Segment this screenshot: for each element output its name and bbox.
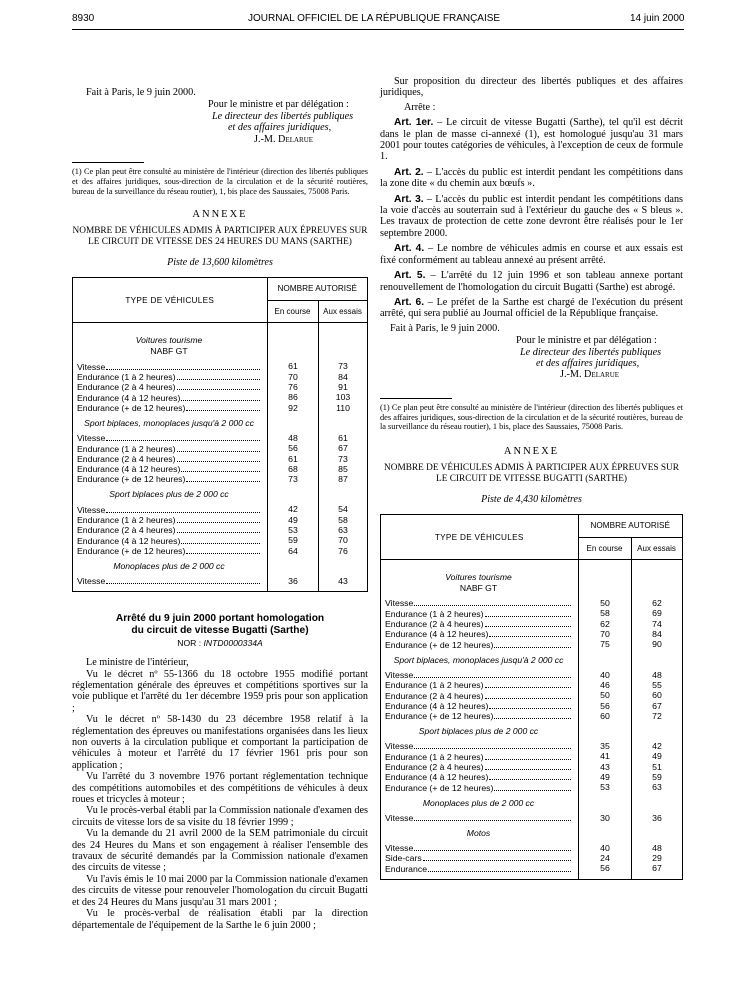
dot-leader [186,410,260,411]
aux-essais-value: 103 [335,392,351,403]
articles [380,117,683,320]
course-column [267,323,318,591]
article-label: Art. 3. [394,193,424,205]
header-rule [72,29,684,30]
aux-essais-value: 55 [652,679,662,690]
en-course-value: 40 [600,842,610,853]
en-course-value: 70 [288,371,298,382]
group-title: Sport biplaces, monoplaces jusqu'à 2 000 cc [393,654,564,665]
aux-essais-value: 69 [652,608,662,619]
table-row [77,474,261,484]
aux-essais-value: 42 [652,741,662,752]
row-label: Vitesse [385,812,414,823]
page-header [0,0,748,30]
nor-label: NOR : [177,638,202,649]
en-course-value: 53 [600,782,610,793]
aux-essais-value: 48 [652,669,662,680]
table-row [385,772,572,782]
dot-leader [181,400,260,401]
dot-leader [106,369,260,370]
dot-leader [494,647,571,648]
subheaders [268,301,368,322]
group-title: Sport biplaces plus de 2 000 cc [418,726,539,737]
proposition: Sur proposition du directeur des libertés publiques et des affaires juridiques, [380,76,683,99]
aux-essais-value: 62 [652,598,662,609]
visa-paragraph: Vu le décret nº 58-1430 du 23 décembre 1958 relatif à la réglementation des épreuves ou manifestations organisées dans les lieux non ouverts à la circulation publique et comportant la participation de véhicules à moteur et l'arrêté du 17 février 1961 pris pour son application ; [72,714,368,771]
aux-essais-value: 61 [338,432,348,443]
row-label: Vitesse [385,598,414,609]
aux-essais-value: 54 [338,504,348,515]
table-row [77,525,261,535]
en-course-header: En course [579,538,632,559]
fait-a-paris-right: Fait à Paris, le 9 juin 2000. [390,322,500,334]
dot-leader [485,698,571,699]
footnote-rule [72,162,144,163]
dot-leader [485,616,571,617]
table-row [385,701,572,711]
dot-leader [177,461,260,462]
row-label: Endurance (4 à 12 heures) [77,392,181,403]
group-title: Monoplaces plus de 2 000 cc [422,797,535,808]
footnote: (1) Ce plan peut être consulté au ministère de l'intérieur (direction des libertés publiques et des affaires juridiques, sous-direction de la circulation et de la sécurité routières, bureau de la surveillance du réseau routier), 1, bis place des Saussaies, 75008 Paris. [72,167,368,196]
table-row [77,515,261,525]
aux-essais-header: Aux essais [637,544,676,554]
article-label: Art. 4. [394,243,425,255]
nombre-autorise-label: NOMBRE AUTORISÉ [579,515,683,538]
table-row [77,546,261,556]
dot-leader [414,748,571,749]
dot-leader [485,769,571,770]
article-label: Art. 1er. [394,117,434,129]
article-paragraph [380,243,683,266]
row-label: Vitesse [77,504,106,515]
aux-essais-value: 67 [652,863,662,874]
nor-code: INTD0000334A [203,638,263,649]
row-label: Vitesse [77,576,106,587]
group-subtitle: NABF GT [150,346,188,357]
col-nombre-header [267,278,368,322]
row-label: Endurance (4 à 12 heures) [77,535,181,546]
table-row [385,782,572,792]
visa-paragraph: Vu le procès-verbal de réalisation établi par la direction départementale de l'équipement de la Sarthe le 6 juin 2000 ; [72,908,368,931]
signature: J.-M. Delarue [254,133,314,145]
visa-paragraph: Vu l'avis émis le 10 mai 2000 par la Commission nationale d'examen des circuits de vitesse pour renouveler l'homologation du circuit Bugatti et des 24 Heures du Mans jusqu'au 31 mars 2001 ; [72,873,368,908]
arrete-title-line-1: Arrêté du 9 juin 2000 portant homologation [115,613,325,625]
dot-leader [177,451,260,452]
aux-essais-value: 36 [652,812,662,823]
table-row [77,504,261,514]
table-row [77,433,261,443]
vehicle-table-left [72,277,368,592]
dot-leader [106,512,260,513]
dot-leader [177,522,260,523]
col-type-header: TYPE DE VÉHICULES [125,295,215,305]
en-course-value: 86 [288,392,298,403]
article-paragraph [380,194,683,240]
row-label: Endurance (1 à 2 heures) [385,680,484,691]
article-text: – L'arrêté du 12 juin 1996 et son tableau annexe portant renouvellement de l'homologation du circuit Bugatti (Sarthe) est abrogé. [380,270,683,293]
group-title: Sport biplaces, monoplaces jusqu'à 2 000 cc [84,417,254,428]
group-title: Voitures tourisme [135,335,203,346]
dot-leader [177,389,260,390]
aux-essais-value: 91 [338,382,348,393]
row-label: Endurance (2 à 4 heures) [385,762,484,772]
dot-leader [186,553,260,554]
article-text: – Le nombre de véhicules admis en course et aux essais est fixé conformément au tableau annexé au présent arrêté. [380,243,683,266]
en-course-value: 50 [600,598,610,609]
signature-right: J.-M. Delarue [560,369,620,381]
en-course-value: 75 [600,639,610,650]
annexe-subtitle-right: NOMBRE DE VÉHICULES ADMIS À PARTICIPER AUX ÉPREUVES SUR LE CIRCUIT DE VITESSE BUGATTI (SARTHE) [384,463,679,485]
table-row [77,443,261,453]
en-course-value: 50 [600,690,610,701]
essais-column [631,560,682,879]
en-course-value: 48 [288,432,298,443]
article-paragraph [380,117,683,163]
vehicle-table-right [380,514,683,880]
row-label: Endurance (4 à 12 heures) [385,629,489,640]
essais-column [318,323,367,591]
footnote-right: (1) Ce plan peut être consulté au ministère de l'intérieur (direction des libertés publiques et des affaires juridiques, sous-direction de la circulation et de la sécurité routières, bureau de la surveillance du réseau routier), 1 bis, place des Saussaies, 75008 Paris. [380,402,683,432]
row-label: Endurance (4 à 12 heures) [77,464,181,475]
table-row [385,813,572,823]
en-course-header: En course [268,301,319,322]
col-type-header: TYPE DE VÉHICULES [434,532,524,542]
aux-essais-value: 72 [652,710,662,721]
table-row [385,680,572,690]
table-row [385,762,572,772]
table-row [77,464,261,474]
row-label: Endurance (1 à 2 heures) [77,443,176,454]
group-title: Monoplaces plus de 2 000 cc [113,560,225,571]
subheaders [579,538,683,559]
group-title: Sport biplaces plus de 2 000 cc [109,489,229,500]
visa-paragraph: Vu la demande du 21 avril 2000 de la SEM patrimoniale du circuit des 24 Heures du Mans et son engagement à réaliser l'ensemble des travaux de sécurité demandés par la Commission nationale d'examen des circuits de vitesse ; [72,828,368,874]
table-row [77,372,261,382]
row-label: Endurance (2 à 4 heures) [77,525,176,536]
dot-leader [106,440,260,441]
en-course-value: 56 [600,700,610,711]
aux-essais-value: 74 [652,618,662,629]
en-course-value: 35 [600,741,610,752]
en-course-value: 56 [600,863,610,874]
aux-essais-value: 85 [338,463,348,474]
table-row [385,670,572,680]
aux-essais-value: 67 [652,700,662,711]
annexe-title: ANNEXE [192,209,248,221]
table-row [385,711,572,721]
table-row [77,454,261,464]
visa-paragraphs [72,657,368,931]
aux-essais-value: 73 [338,361,348,372]
row-label: Endurance (4 à 12 heures) [385,700,489,711]
table-row [385,741,572,751]
directeur-line-1: Le directeur des libertés publiques [212,110,354,122]
table-row [385,598,572,608]
en-course-value: 40 [600,669,610,680]
dot-leader [414,820,571,821]
aux-essais-value: 84 [652,629,662,640]
dot-leader [177,379,260,380]
en-course-value: 56 [288,443,298,454]
annexe-title-right: ANNEXE [503,446,560,458]
right-column [380,76,683,880]
aux-essais-value: 49 [652,751,662,762]
en-course-value: 36 [288,575,298,586]
row-label: Vitesse [77,433,106,444]
row-label: Endurance (4 à 12 heures) [385,772,489,783]
nombre-autorise-label: NOMBRE AUTORISÉ [268,278,368,301]
en-course-value: 43 [600,761,610,772]
annexe-subtitle: NOMBRE DE VÉHICULES ADMIS À PARTICIPER AUX ÉPREUVES SUR LE CIRCUIT DE VITESSE DES 24 HEURES DU MANS (SARTHE) [72,226,368,248]
en-course-value: 76 [288,382,298,393]
table-row [77,535,261,545]
row-label: Side-cars [385,853,422,864]
article-label: Art. 6. [394,296,425,308]
row-label: Vitesse [385,669,414,680]
article-paragraph [380,167,683,190]
row-label: Endurance [385,863,428,874]
dot-leader [489,636,571,637]
row-label: Endurance (2 à 4 heures) [77,453,176,464]
aux-essais-value: 43 [338,575,348,586]
visa-paragraph: Le ministre de l'intérieur, [86,657,189,669]
table-row [385,751,572,761]
table-row [385,853,572,863]
group-title: Voitures tourisme [445,572,512,583]
en-course-value: 60 [600,710,610,721]
dot-leader [414,605,571,606]
dot-leader [494,790,571,791]
table-row [77,382,261,392]
left-column [72,76,368,931]
article-paragraph [380,270,683,293]
dot-leader [428,871,571,872]
table-header [381,515,682,560]
row-label: Endurance (1 à 2 heures) [77,514,176,525]
pour-le-ministre-right: Pour le ministre et par délégation : [516,335,657,347]
dot-leader [181,543,260,544]
row-label: Endurance (1 à 2 heures) [77,372,176,383]
pour-le-ministre: Pour le ministre et par délégation : [208,99,349,111]
group-subtitle: NABF GT [459,583,498,594]
en-course-value: 49 [600,772,610,782]
article-paragraph [380,297,683,320]
en-course-value: 46 [600,679,610,690]
issue-date: 14 juin 2000 [630,13,685,24]
row-label: Endurance (2 à 4 heures) [385,619,484,630]
dot-leader [186,481,260,482]
visa-paragraph: Vu le procès-verbal établi par la Commission nationale d'examen des circuits de vitesse lors de sa visite du 18 février 1999 ; [72,805,368,828]
en-course-value: 41 [600,751,610,762]
en-course-value: 30 [600,812,610,823]
table-body [73,323,367,591]
aux-essais-value: 60 [652,690,662,701]
aux-essais-value: 76 [338,545,348,556]
row-label: Endurance (+ de 12 heures) [385,711,494,722]
group-title: Motos [466,827,491,838]
directeur-line-2: et des affaires juridiques, [228,122,332,134]
aux-essais-value: 48 [652,842,662,853]
footnote-rule-right [380,398,452,399]
aux-essais-value: 63 [652,782,662,793]
aux-essais-value: 73 [338,453,348,464]
col-nombre-header [578,515,683,559]
en-course-value: 62 [600,618,610,629]
table-row [385,619,572,629]
aux-essais-value: 59 [652,772,662,782]
table-row [385,629,572,639]
directeur-right-line-2: et des affaires juridiques, [536,357,640,369]
table-row [77,392,261,402]
aux-essais-value: 29 [652,853,662,864]
aux-essais-value: 110 [336,402,350,413]
article-label: Art. 2. [394,166,424,178]
row-label: Endurance (1 à 2 heures) [385,751,484,762]
table-row [385,843,572,853]
dot-leader [489,779,571,780]
aux-essais-value: 87 [338,474,348,485]
en-course-value: 73 [288,474,298,485]
table-row [77,403,261,413]
type-column [381,560,578,879]
aux-essais-value: 90 [652,639,662,650]
table-row [385,608,572,618]
article-text: – Le circuit de vitesse Bugatti (Sarthe), tel qu'il est décrit dans le plan de masse ci-annexé (1), est homologué jusqu'au 31 mars 2001 pour toutes catégories de véhicules, à l'exception de ceux de formule 1. [380,117,683,163]
en-course-value: 42 [288,504,298,515]
aux-essais-value: 84 [338,371,348,382]
visa-paragraph: Vu le décret nº 55-1366 du 18 octobre 1955 modifié portant réglementation générale des épreuves et compétitions sportives sur la voie publique et l'arrêté du 1er décembre 1959 pris pour son application ; [72,668,368,714]
dot-leader [414,850,571,851]
arrete-title-line-2: du circuit de vitesse Bugatti (Sarthe) [131,624,309,636]
en-course-value: 70 [600,629,610,640]
table-row [385,690,572,700]
table-header [73,278,367,323]
aux-essais-header: Aux essais [323,307,362,317]
row-label: Endurance (+ de 12 heures) [77,474,186,485]
table-row [385,639,572,649]
article-label: Art. 5. [394,270,426,282]
nor-reference [72,638,368,648]
row-label: Endurance (+ de 12 heures) [385,639,494,650]
dot-leader [414,677,571,678]
visa-paragraph: Vu l'arrêté du 3 novembre 1976 portant réglementation technique des compétitions automobiles et des compétitions de véhicules à deux roues et tricycles à moteur ; [72,771,368,806]
en-course-value: 61 [288,361,298,372]
row-label: Vitesse [385,843,414,854]
en-course-value: 68 [288,463,298,474]
dot-leader [485,759,571,760]
row-label: Vitesse [385,741,414,752]
dot-leader [494,718,571,719]
course-column [578,560,631,879]
piste-length-right: Piste de 4,430 kilomètres [481,494,582,506]
aux-essais-value: 58 [338,514,348,525]
en-course-value: 58 [600,608,610,619]
table-row [385,863,572,873]
dot-leader [485,626,571,627]
dot-leader [485,687,571,688]
row-label: Endurance (1 à 2 heures) [385,608,484,619]
en-course-value: 53 [288,524,298,535]
dot-leader [489,708,571,709]
en-course-value: 64 [288,545,298,556]
en-course-value: 59 [288,535,298,546]
article-text: – L'accès du public est interdit pendant les compétitions dans la zone dite « du chemin aux bœufs ». [380,166,683,190]
page-number: 8930 [72,13,95,24]
fait-a-paris: Fait à Paris, le 9 juin 2000. [86,87,196,98]
type-column [73,323,267,591]
row-label: Endurance (+ de 12 heures) [77,545,186,556]
row-label: Endurance (+ de 12 heures) [385,782,494,793]
piste-length: Piste de 13,600 kilomètres [167,257,273,269]
en-course-value: 49 [288,514,298,525]
dot-leader [106,583,260,584]
table-row [77,576,261,586]
aux-essais-value: 67 [338,443,348,454]
article-text: – Le préfet de la Sarthe est chargé de l'exécution du présent arrêté, qui sera publié au Journal officiel de la République française. [380,296,683,320]
dot-leader [177,532,260,533]
row-label: Vitesse [77,361,106,372]
dot-leader [181,471,260,472]
table-body [381,560,682,879]
arrete-label: Arrête : [404,101,436,113]
aux-essais-value: 51 [652,761,662,772]
en-course-value: 61 [288,453,298,464]
directeur-right-line-1: Le directeur des libertés publiques [520,346,662,358]
aux-essais-value: 70 [338,535,348,546]
aux-essais-value: 63 [338,524,348,535]
dot-leader [423,860,571,861]
row-label: Endurance (2 à 4 heures) [385,690,484,701]
en-course-value: 24 [600,853,610,864]
en-course-value: 92 [288,402,298,413]
row-label: Endurance (2 à 4 heures) [77,382,176,393]
row-label: Endurance (+ de 12 heures) [77,402,186,413]
journal-title: JOURNAL OFFICIEL DE LA RÉPUBLIQUE FRANÇAISE [248,13,501,24]
table-row [77,361,261,371]
article-text: – L'accès du public est interdit pendant les compétitions dans la voie d'accès au souterrain sud à l'extérieur du gauche des « S bleus ». Les travaux de protection de cette zone devront être réalisés pour le 1er septembre 2000. [380,193,683,239]
